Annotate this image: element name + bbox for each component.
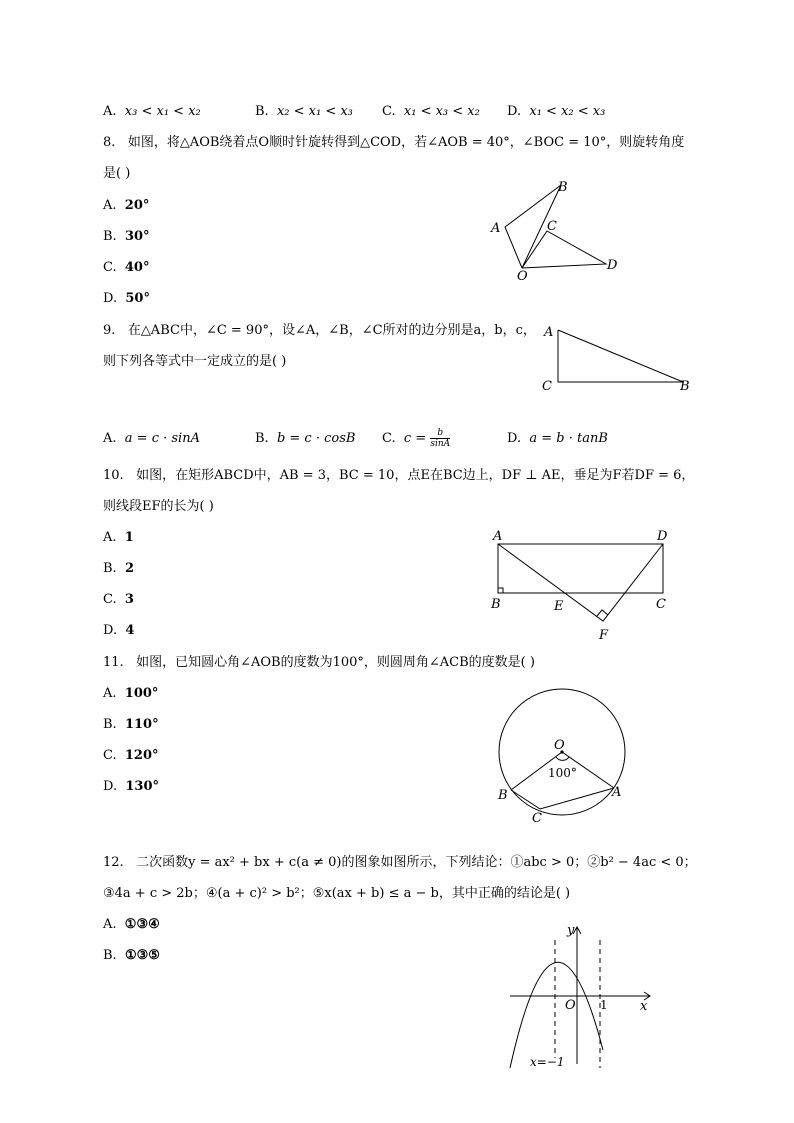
q9-stem-line1 bbox=[103, 323, 536, 339]
option-text: c = bbox=[403, 431, 431, 446]
question-text: 如图，在矩形ABCD中，AB = 3，BC = 10，点E在BC边上，DF ⊥ AE，垂足为F若DF = 6， bbox=[136, 468, 695, 483]
option-label: B. bbox=[103, 717, 117, 732]
q12-stem-line2: ③4a + c > 2b；④(a + c)² > b²；⑤x(ax + b) ≤ a − b，其中正确的结论是( ) bbox=[103, 886, 571, 901]
label-o: O bbox=[554, 738, 565, 753]
option-label: C. bbox=[103, 260, 117, 275]
rectangle-abcd bbox=[498, 544, 663, 593]
option-text: 3 bbox=[124, 592, 134, 607]
q10-option-c[interactable] bbox=[103, 592, 134, 608]
fraction bbox=[430, 428, 450, 449]
label-b: B bbox=[498, 788, 508, 803]
label-c: C bbox=[532, 811, 542, 826]
option-label: A. bbox=[103, 104, 117, 119]
fraction-denominator: sinA bbox=[430, 439, 451, 449]
option-label: D. bbox=[103, 623, 118, 638]
option-label: C. bbox=[382, 104, 396, 119]
label-b: B bbox=[680, 379, 690, 394]
q10-stem-line1 bbox=[103, 468, 694, 484]
option-text: 4 bbox=[125, 623, 135, 638]
q8-stem-line2: 是( ) bbox=[103, 166, 131, 181]
q10-option-d[interactable] bbox=[103, 623, 134, 639]
q7-option-c bbox=[382, 104, 480, 120]
option-text: a = b · tanB bbox=[529, 431, 608, 446]
option-text: 2 bbox=[124, 561, 134, 576]
label-a: A bbox=[491, 221, 501, 236]
right-angle-f bbox=[597, 610, 608, 616]
question-number: 8. bbox=[103, 135, 116, 150]
option-label: A. bbox=[103, 530, 117, 545]
q11-stem-line1 bbox=[103, 655, 535, 671]
option-text: 1 bbox=[124, 530, 134, 545]
option-label: D. bbox=[507, 104, 522, 119]
q9-right-triangle bbox=[538, 322, 698, 394]
right-angle-b bbox=[498, 588, 503, 593]
option-text: 30° bbox=[124, 229, 150, 244]
option-label: B. bbox=[103, 229, 117, 244]
option-label: C. bbox=[103, 748, 117, 763]
q12-option-b[interactable] bbox=[103, 948, 160, 964]
option-text: ①③⑤ bbox=[124, 948, 160, 963]
option-label: B. bbox=[255, 431, 269, 446]
q10-stem-line2: 则线段EF的长为( ) bbox=[103, 499, 214, 514]
q8-option-c[interactable] bbox=[103, 260, 149, 276]
option-label: A. bbox=[103, 686, 117, 701]
question-text: 如图，已知圆心角∠AOB的度数为100°，则圆周角∠ACB的度数是( ) bbox=[136, 655, 535, 670]
option-text: 120° bbox=[124, 748, 159, 763]
label-b: B bbox=[558, 180, 568, 195]
option-label: A. bbox=[103, 917, 117, 932]
question-number: 10. bbox=[103, 468, 124, 483]
label-a: A bbox=[493, 529, 503, 544]
label-e: E bbox=[554, 599, 564, 614]
q9-option-a[interactable] bbox=[103, 431, 200, 447]
triangle-cod bbox=[522, 231, 606, 268]
label-b: B bbox=[491, 597, 501, 612]
option-label: D. bbox=[103, 779, 118, 794]
option-text: ①③④ bbox=[124, 917, 160, 932]
line-af-df bbox=[498, 544, 663, 621]
option-text: b = c · cosB bbox=[276, 431, 356, 446]
option-text: a = c · sinA bbox=[124, 431, 200, 446]
question-number: 11. bbox=[103, 655, 124, 670]
label-a: A bbox=[612, 785, 622, 800]
q11-option-c[interactable] bbox=[103, 748, 159, 764]
question-text: 在△ABC中，∠C = 90°，设∠A，∠B，∠C所对的边分别是a，b，c， bbox=[127, 323, 536, 338]
q12-parabola-figure bbox=[505, 918, 660, 1070]
q9-stem-line2: 则下列各等式中一定成立的是( ) bbox=[103, 354, 287, 369]
q9-option-d[interactable] bbox=[507, 431, 608, 447]
q11-circle-figure bbox=[490, 680, 640, 830]
option-text: 40° bbox=[124, 260, 150, 275]
angle-arc bbox=[556, 757, 569, 760]
option-text: 100° bbox=[124, 686, 159, 701]
q11-option-b[interactable] bbox=[103, 717, 159, 733]
label-angle: 100° bbox=[548, 766, 577, 780]
label-c: C bbox=[547, 219, 557, 234]
option-text: x₁ < x₃ < x₂ bbox=[403, 104, 480, 119]
label-axis-of-symmetry: x=−1 bbox=[530, 1055, 565, 1069]
option-label: D. bbox=[507, 431, 522, 446]
question-text: 如图，将△AOB绕着点O顺时针旋转得到△COD，若∠AOB = 40°，∠BOC = 10°，则旋转角度 bbox=[127, 135, 685, 150]
option-text: x₃ < x₁ < x₂ bbox=[124, 104, 201, 119]
q9-option-b[interactable] bbox=[255, 431, 355, 447]
label-d: D bbox=[607, 258, 618, 273]
option-label: A. bbox=[103, 431, 117, 446]
q8-rotation-figure bbox=[485, 176, 625, 286]
option-label: D. bbox=[103, 291, 118, 306]
q7-option-d bbox=[507, 104, 605, 120]
label-x: x bbox=[640, 999, 648, 1014]
option-text: x₁ < x₂ < x₃ bbox=[529, 104, 606, 119]
q12-option-a[interactable] bbox=[103, 917, 160, 933]
fraction-numerator: b bbox=[430, 428, 450, 439]
label-origin: O bbox=[565, 998, 576, 1013]
q11-option-d[interactable] bbox=[103, 779, 159, 795]
label-one: 1 bbox=[600, 998, 608, 1012]
label-y: y bbox=[567, 923, 575, 938]
option-text: 20° bbox=[124, 198, 150, 213]
label-c: C bbox=[656, 597, 666, 612]
question-number: 9. bbox=[103, 323, 116, 338]
question-number: 12. bbox=[103, 855, 124, 870]
q8-option-b[interactable] bbox=[103, 229, 150, 245]
option-label: B. bbox=[103, 948, 117, 963]
q12-stem-line1 bbox=[103, 855, 697, 871]
q8-option-a[interactable] bbox=[103, 198, 149, 214]
inscribed-angle-lines bbox=[511, 788, 614, 809]
q10-rectangle-figure bbox=[485, 526, 675, 646]
option-text: 130° bbox=[125, 779, 159, 794]
option-label: B. bbox=[103, 561, 117, 576]
q8-stem-line1 bbox=[103, 135, 684, 151]
q11-option-a[interactable] bbox=[103, 686, 158, 702]
label-a: A bbox=[544, 325, 554, 340]
option-label: C. bbox=[382, 431, 396, 446]
q9-option-c[interactable] bbox=[382, 424, 450, 454]
label-f: F bbox=[599, 628, 609, 643]
option-text: 50° bbox=[125, 291, 150, 306]
label-c: C bbox=[542, 379, 552, 394]
q8-option-d[interactable] bbox=[103, 291, 150, 307]
triangle-abc bbox=[558, 330, 683, 382]
option-label: B. bbox=[255, 104, 269, 119]
parabola bbox=[510, 962, 603, 1068]
q7-option-b bbox=[255, 104, 353, 120]
option-label: A. bbox=[103, 198, 117, 213]
question-text: 二次函数y = ax² + bx + c(a ≠ 0)的图象如图所示，下列结论：①abc > 0；②b² − 4ac < 0； bbox=[136, 855, 697, 870]
q10-option-a[interactable] bbox=[103, 530, 134, 546]
q10-option-b[interactable] bbox=[103, 561, 134, 577]
option-text: x₂ < x₁ < x₃ bbox=[276, 104, 353, 119]
label-o: O bbox=[517, 269, 528, 284]
q7-option-a bbox=[103, 104, 201, 120]
option-text: 110° bbox=[124, 717, 159, 732]
option-label: C. bbox=[103, 592, 117, 607]
label-d: D bbox=[657, 529, 668, 544]
